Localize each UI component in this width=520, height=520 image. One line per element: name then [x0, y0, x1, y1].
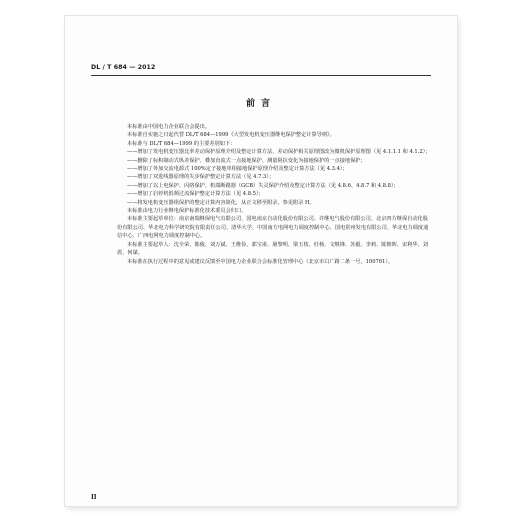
- header-rule: [91, 75, 431, 76]
- dash-item: ——增加了外加交流电源式 100%定子接地单相接地保护原理介绍及整定计算方法（见 4.3.4）；: [127, 166, 348, 173]
- dash-item: ——删除了标积制动式纵差保护、叠加直流式一点接地保护、测量阻抗变化为接地保护的一点接地保护；: [127, 157, 366, 164]
- paragraph: 本标准主要起草人：沈全荣、陈俊、刘万斌、王维俭、郭宝甫、屠黎明、梁玉枝、杜杨、文继锋、苏毅、李莉、陈朝晖、宋利华、刘震、何谋。: [117, 241, 428, 257]
- page-number: II: [91, 494, 97, 501]
- dash-item: ——增加了以上电保护、闪络保护、机端断路器（GCB）失灵保护介绍及整定计算方法（见 4.8.6、4.8.7 和 4.8.8）；: [127, 182, 399, 189]
- body-text: [117, 123, 433, 266]
- dash-item: ——增加了启停机低频过流保护整定计算方法（见 4.8.5）；: [127, 191, 264, 198]
- paragraph: 本标准在执行过程中的意见或建议反馈至中国电力企业联合会标准化管理中心（北京市白广路二条一号，100761）。: [127, 258, 394, 265]
- dash-item: ——增加了双进线器原理的失步保护整定计算方法（见 4.7.3）；: [127, 174, 275, 181]
- dash-item: ——将发电机变压器组保护的整定计算内容简化，从正文移至附录，参见附录 H。: [127, 199, 315, 206]
- paragraph: 本标准与 DL/T 684—1999 的主要差别如下：: [127, 140, 236, 147]
- paragraph: 本标准自实施之日起代替 DL/T 684—1999《大型发电机变压器继电保护整定计算导则》。: [127, 132, 335, 139]
- page-title: 前言: [245, 99, 276, 109]
- standard-id: DL / T 684 — 2012: [91, 64, 156, 71]
- paragraph: 本标准由电力行业继电保护标准化技术委员会归口。: [127, 208, 247, 215]
- document-page: [65, 16, 457, 506]
- dash-item: ——增加了发电机变压器比率差动保护原理介绍及整定计算方法，差动保护相关原理图改为微机保护原理图（见 4.1.1.1 和 4.1.2）；: [127, 149, 431, 156]
- paragraph: 本标准主要起草单位：南京南瑞继保电气有限公司、国电南京自动化股份有限公司、许继电气股份有限公司、北京四方继保自动化股份有限公司、华北电力科学研究院有限责任公司、清华大学、中国南方电网电力调度控制中心、国电常州发电有限公司、华北电力调度通信中心、广西电网电力调度控制中心。: [117, 216, 429, 240]
- paragraph: 本标准由中国电力企业联合会提出。: [127, 124, 211, 130]
